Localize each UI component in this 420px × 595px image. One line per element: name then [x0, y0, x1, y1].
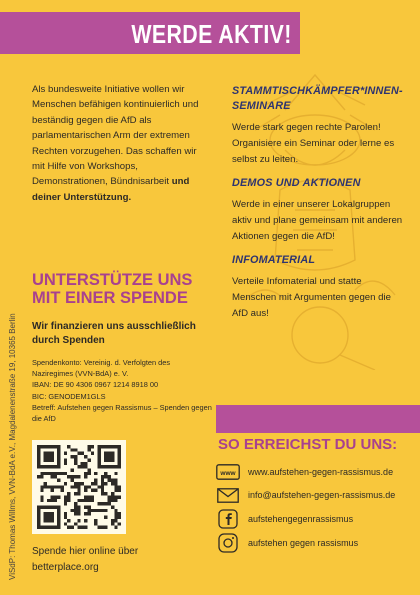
mail-icon [216, 485, 240, 505]
reference-line: Betreff: Aufstehen gegen Rassismus – Spenden gegen die AfD [32, 402, 212, 424]
intro-paragraph [32, 82, 202, 205]
facebook-icon [216, 509, 240, 529]
contact-title: SO ERREICHST DU UNS: [218, 436, 398, 453]
intro-bold-text: und deiner Unterstützung. [32, 176, 190, 203]
seminars-title: STAMMTISCHKÄMPFER*INNEN-SEMINARE [232, 85, 403, 112]
facebook-handle[interactable]: aufstehengegenrassismus [248, 514, 354, 524]
contact-email[interactable] [216, 482, 420, 508]
infomaterial-body: Verteile Infomaterial und statte Menschen mit Argumenten gegen die AfD aus! [232, 276, 391, 319]
email-link[interactable]: info@aufstehen-gegen-rassismus.de [248, 490, 396, 500]
contact-facebook[interactable] [216, 506, 420, 532]
infomaterial-title: INFOMATERIAL [232, 254, 316, 266]
bic-line: BIC: GENODEM1GLS [32, 391, 106, 401]
iban-line: IBAN: DE 90 4306 0967 1214 8918 00 [32, 380, 159, 390]
demos-title: DEMOS UND AKTIONEN [232, 177, 361, 189]
contact-instagram[interactable] [216, 530, 420, 556]
imprint-text: ViSdP: Thomas Willms, VVN-BdA e.V., Magdalenenstraße 19, 10365 Berlin [8, 313, 17, 580]
qr-code-icon [37, 445, 121, 529]
svg-text:www: www [220, 470, 236, 477]
intro-text: Als bundesweite Initiative wollen wir Menschen befähigen kontinuierlich und beständig gegen die AfD als parlamentarischen Arm der extremen Rechten vorzugehen. Das schaffen wir mit Hilfe von Workshops, Demonstrationen, Bündnisarbeit [32, 84, 199, 188]
support-title: UNTERSTÜTZE UNS MIT EINER SPENDE [32, 271, 193, 307]
www-icon [216, 462, 240, 482]
seminars-body: Werde stark gegen rechte Parolen! Organisiere ein Seminar oder lerne es selbst zu leiten. [232, 122, 395, 165]
contact-band [216, 405, 420, 433]
demos-body: Werde in einer unserer Lokalgruppen aktiv und plane gemeinsam mit anderen Aktionen gegen die AfD! [232, 199, 403, 242]
instagram-icon [216, 533, 240, 553]
donation-qr-code[interactable] [32, 440, 126, 534]
activities-column [232, 84, 407, 330]
donate-online-text: Spende hier online über betterplace.org [32, 546, 139, 573]
page-title: WERDE AKTIV! [131, 19, 292, 49]
website-link[interactable]: www.aufstehen-gegen-rassismus.de [248, 467, 394, 477]
bank-details [32, 357, 212, 424]
instagram-handle[interactable]: aufstehen gegen rassismus [248, 538, 359, 548]
bank-account-line: Spendenkonto: Vereinig. d. Verfolgten des Naziregimes (VVN-BdA) e. V. [32, 358, 171, 379]
support-subtitle: Wir finanzieren uns ausschließlich durch Spenden [32, 321, 196, 346]
